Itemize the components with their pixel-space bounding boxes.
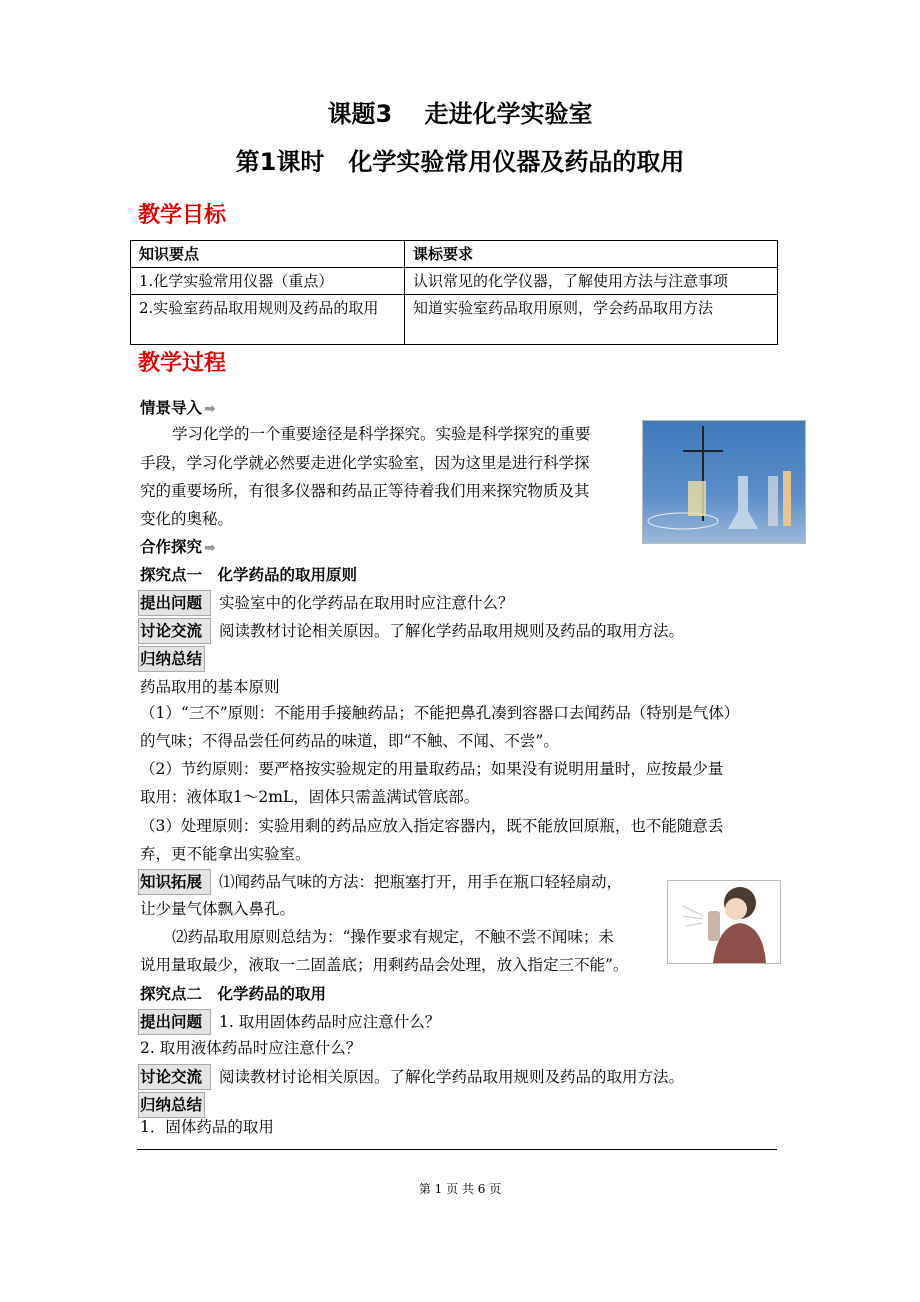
page-title: 课题3 走进化学实验室 xyxy=(327,100,593,128)
paragraph-line: 学习化学的一个重要途径是科学探究。实验是科学探究的重要 xyxy=(172,425,591,443)
arrow-right-icon: ➡ xyxy=(204,401,216,417)
tag-knowledge: 知识拓展 xyxy=(138,869,211,895)
footer-divider xyxy=(137,1149,777,1150)
intro-heading xyxy=(140,396,216,418)
point-two-heading: 探究点二 化学药品的取用 xyxy=(140,985,327,1003)
section-heading-goals: 教学目标 xyxy=(138,203,227,228)
table-header xyxy=(131,241,778,268)
table-header-cell: 知识要点 xyxy=(131,241,405,268)
question-text: 1. 取用固体药品时应注意什么？ xyxy=(219,1013,441,1031)
table-header-cell: 课标要求 xyxy=(405,241,778,268)
lab-equipment-image xyxy=(642,420,806,544)
lab-equipment-illustration xyxy=(643,421,805,543)
smelling-boy-image xyxy=(667,880,781,964)
arrow-right-icon: ➡ xyxy=(204,540,216,556)
paragraph-line: 药品取用的基本原则 xyxy=(140,678,280,696)
question-text: 2. 取用液体药品时应注意什么？ xyxy=(140,1039,362,1057)
question-text: 实验室中的化学药品在取用时应注意什么？ xyxy=(219,594,514,612)
paragraph-line: 说用量取最少，液取一二固盖底；用剩药品会处理，放入指定三不能”。 xyxy=(140,956,629,974)
paragraph-line: （2）节约原则：要严格按实验规定的用量取药品；如果没有说明用量时，应按最少量 xyxy=(140,760,724,778)
intro-heading-text: 情景导入 xyxy=(140,399,203,417)
tag-question: 提出问题 xyxy=(138,590,211,616)
paragraph-line: 究的重要场所，有很多仪器和药品正等待着我们用来探究物质及其 xyxy=(140,482,590,500)
paragraph-line: 手段，学习化学就必然要走进化学实验室，因为这里是进行科学探 xyxy=(140,454,590,472)
boy-illustration xyxy=(668,881,780,963)
page-subtitle: 第1课时 化学实验常用仪器及药品的取用 xyxy=(235,148,685,176)
paragraph-line: 弃，更不能拿出实验室。 xyxy=(140,845,311,863)
point-one-heading: 探究点一 化学药品的取用原则 xyxy=(140,566,358,584)
paragraph-line: 取用：液体取1～2mL，固体只需盖满试管底部。 xyxy=(140,788,480,806)
paragraph-line: ⑴闻药品气味的方法：把瓶塞打开，用手在瓶口轻轻扇动， xyxy=(219,873,623,891)
table-cell: 知道实验室药品取用原则，学会药品取用方法 xyxy=(405,295,778,345)
goals-table xyxy=(130,240,778,345)
table-row xyxy=(131,295,778,345)
discussion-text: 阅读教材讨论相关原因。了解化学药品取用规则及药品的取用方法。 xyxy=(219,1068,685,1086)
section-heading-process: 教学过程 xyxy=(138,351,227,376)
paragraph-line: （3）处理原则：实验用剩的药品应放入指定容器内，既不能放回原瓶，也不能随意丢 xyxy=(140,817,724,835)
table-cell: 1.化学实验常用仪器（重点） xyxy=(131,268,405,295)
tag-summary: 归纳总结 xyxy=(138,1092,205,1118)
paragraph-line: 变化的奥秘。 xyxy=(140,510,234,528)
paragraph-line: 1．固体药品的取用 xyxy=(140,1118,274,1136)
tag-summary: 归纳总结 xyxy=(138,646,205,672)
discussion-text: 阅读教材讨论相关原因。了解化学药品取用规则及药品的取用方法。 xyxy=(219,622,685,640)
table-row xyxy=(131,268,778,295)
coop-heading-text: 合作探究 xyxy=(140,538,203,556)
paragraph-line: 让少量气体飘入鼻孔。 xyxy=(140,900,296,918)
coop-heading xyxy=(140,535,216,557)
tag-discussion: 讨论交流 xyxy=(138,1064,211,1090)
page-footer: 第 1 页 共 6 页 xyxy=(418,1182,502,1196)
paragraph-line: （1）“三不”原则：不能用手接触药品；不能把鼻孔凑到容器口去闻药品（特别是气体） xyxy=(140,704,740,722)
paragraph-line: ⑵药品取用原则总结为：“操作要求有规定，不触不尝不闻味；未 xyxy=(172,928,614,946)
tag-question: 提出问题 xyxy=(138,1009,211,1035)
tag-discussion: 讨论交流 xyxy=(138,618,211,644)
table-cell: 认识常见的化学仪器，了解使用方法与注意事项 xyxy=(405,268,778,295)
table-cell: 2.实验室药品取用规则及药品的取用 xyxy=(131,295,405,345)
paragraph-line: 的气味；不得品尝任何药品的味道，即“不触、不闻、不尝”。 xyxy=(140,732,559,750)
